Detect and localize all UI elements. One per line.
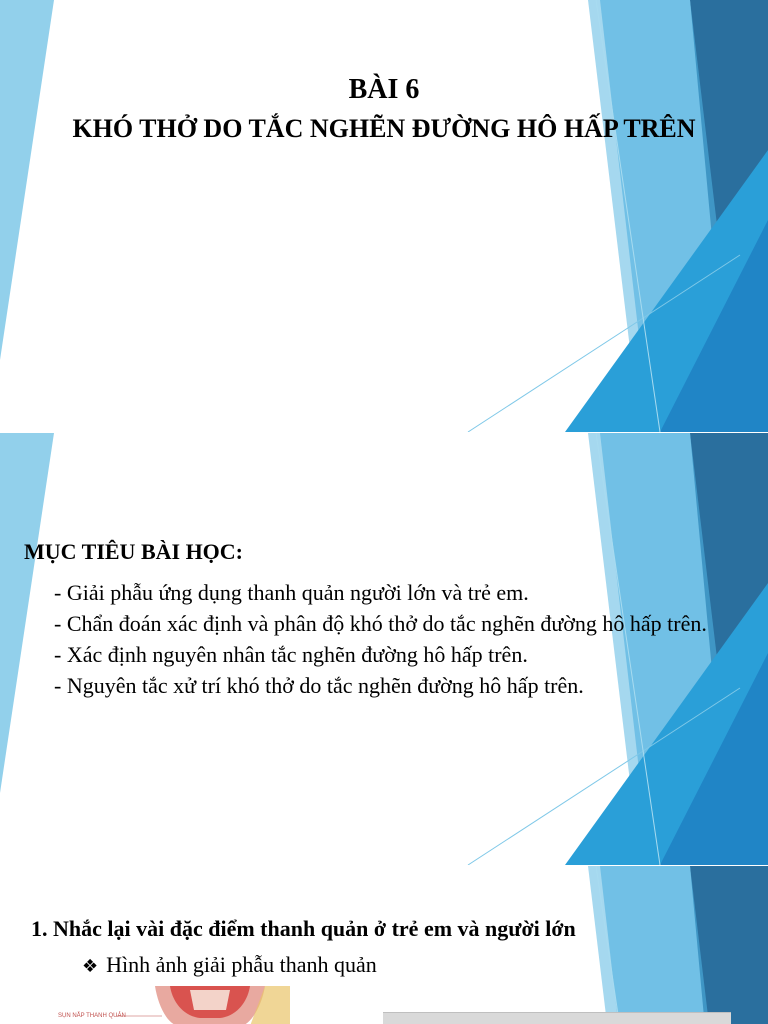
section-heading: 1. Nhắc lại vài đặc điểm thanh quản ở trẻ em và người lớn (31, 916, 576, 941)
objective-item: - Chẩn đoán xác định và phân độ khó thở do tắc nghẽn đường hô hấp trên. (54, 611, 707, 636)
anatomy-label: SỤN NẮP THANH QUẢN (58, 1013, 126, 1019)
objectives-list (54, 577, 714, 701)
lesson-number: BÀI 6 (348, 74, 420, 105)
objective-item: - Xác định nguyên nhân tắc nghẽn đường hô hấp trên. (54, 642, 528, 667)
lesson-title: KHÓ THỞ DO TẮC NGHẼN ĐƯỜNG HÔ HẤP TRÊN (72, 114, 696, 143)
slide-section-1 (0, 866, 768, 1024)
bullet-text: Hình ảnh giải phẫu thanh quản (106, 952, 377, 977)
blue-triangle-decoration (0, 0, 768, 432)
diamond-bullet-icon: ❖ (82, 956, 99, 977)
slide-title (0, 0, 768, 432)
objective-item: - Nguyên tắc xử trí khó thở do tắc nghẽn đường hô hấp trên. (54, 673, 584, 698)
objectives-heading: MỤC TIÊU BÀI HỌC: (24, 539, 244, 564)
objective-item: - Giải phẫu ứng dụng thanh quản người lớn và trẻ em. (54, 580, 529, 605)
slide-objectives (0, 433, 768, 865)
larynx-photo-image (383, 1012, 731, 1024)
bullet-item (82, 952, 377, 978)
